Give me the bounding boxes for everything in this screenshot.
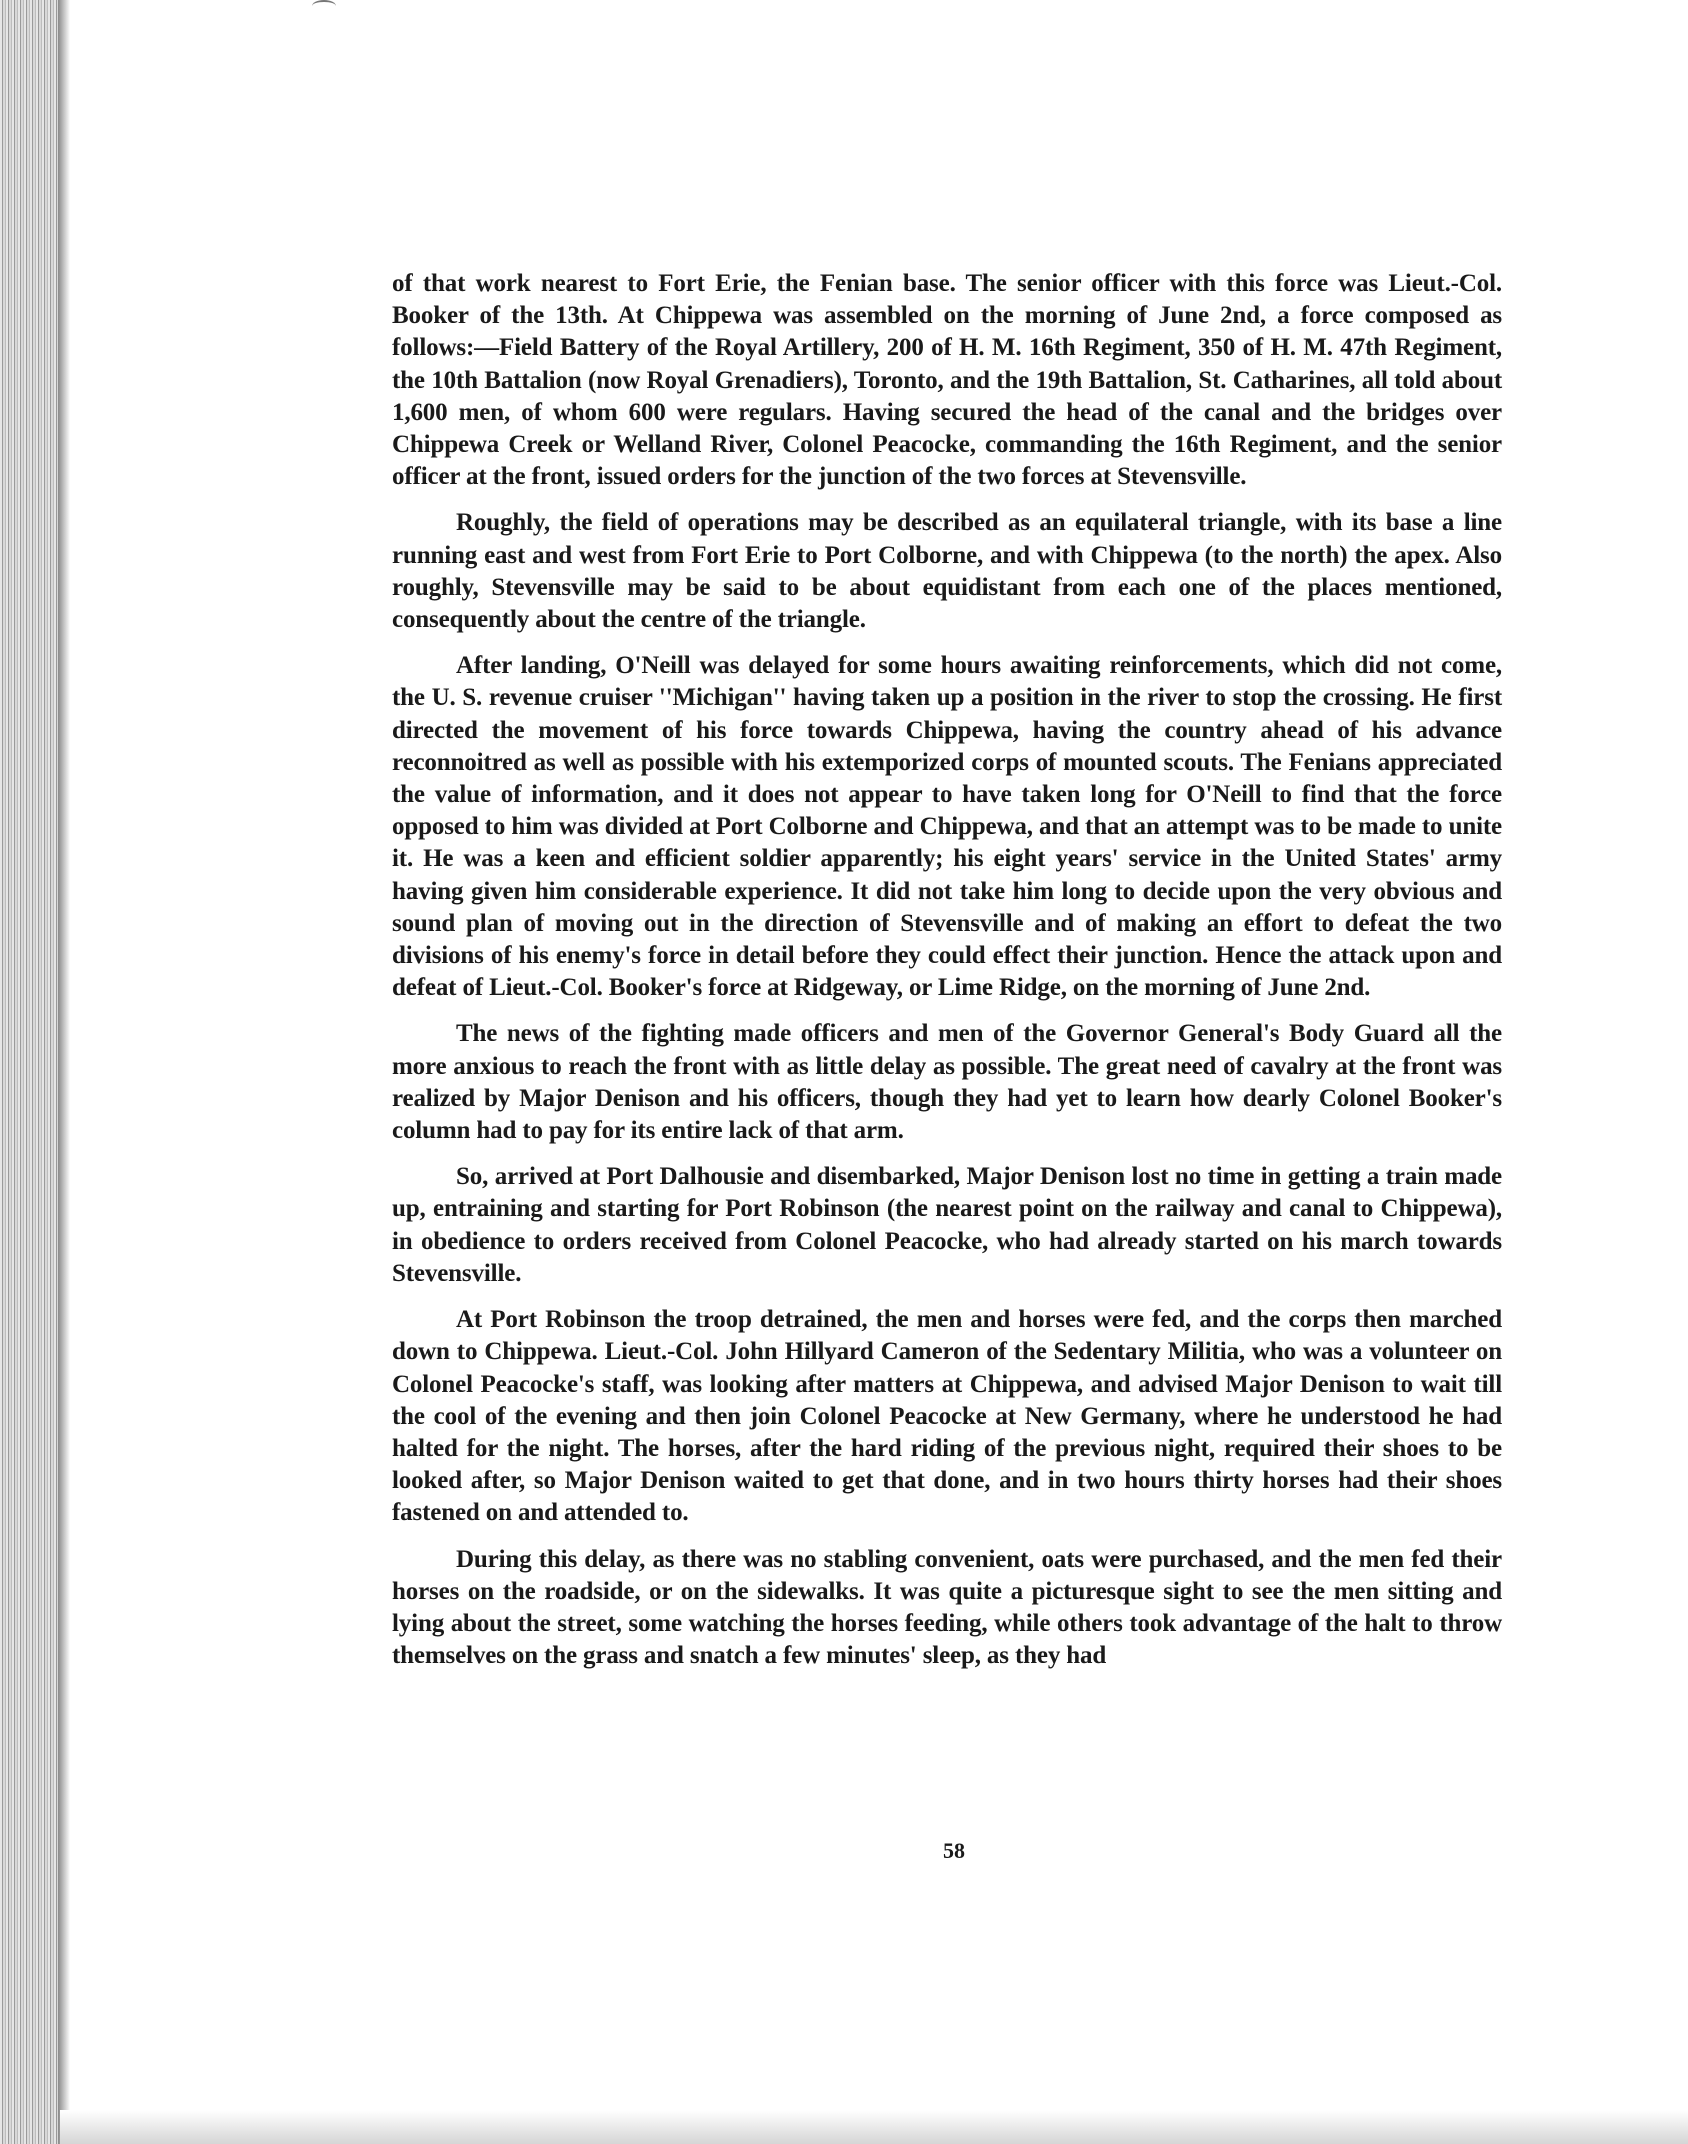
book-binding — [0, 0, 60, 2144]
paragraph-7: During this delay, as there was no stabling convenient, oats were purchased, and the men fed their horses on the roadside, or on the sidewalks. It was quite a picturesque sight to see the men sitting and lying about the street, some watching the horses feeding, while others took advantage of the halt to throw themselves on the grass and snatch a few minutes' sleep, as they had — [392, 1545, 1502, 1670]
page-number: 58 — [943, 1838, 965, 1863]
binding-shadow — [58, 0, 70, 2144]
paragraph-4: The news of the fighting made officers and men of the Governor General's Body Guard all the more anxious to reach the front with as little delay as possible. The great need of cavalry at the front was realized by Major Denison and his officers, though they had yet to learn how dearly Colonel Booker's column had to pay for its entire lack of that arm. — [392, 1020, 1502, 1145]
paragraph-1: of that work nearest to Fort Erie, the Fenian base. The senior officer with this force was Lieut.-Col. Booker of the 13th. At Chippewa was assembled on the morning of June 2nd, a force composed as follows:—Field Battery of the Royal Artillery, 200 of H. M. 16th Regiment, 350 of H. M. 47th Regiment, the 10th Battalion (now Royal Grenadiers), Toronto, and the 19th Battalion, St. Catharines, all told about 1,600 men, of whom 600 were regulars. Having secured the head of the canal and the bridges over Chippewa Creek or Welland River, Colonel Peacocke, commanding the 16th Regiment, and the senior officer at the front, issued orders for the junction of the two forces at Stevensville. — [392, 270, 1502, 491]
page-bottom-edge — [60, 2110, 1688, 2144]
stray-mark — [312, 0, 336, 12]
paragraph-5: So, arrived at Port Dalhousie and disembarked, Major Denison lost no time in getting a train made up, entraining and starting for Port Robinson (the nearest point on the railway and canal to Chippewa), in obedience to orders received from Colonel Peacocke, who had already started on his march towards Stevensville. — [392, 1163, 1502, 1287]
paragraph-6: At Port Robinson the troop detrained, the men and horses were fed, and the corps then marched down to Chippewa. Lieut.-Col. John Hillyard Cameron of the Sedentary Militia, who was a volunteer on Colonel Peacocke's staff, was looking after matters at Chippewa, and advised Major Denison to wait till the cool of the evening and then join Colonel Peacocke at New Germany, where he understood he had halted for the night. The horses, after the hard riding of the previous night, required their shoes to be looked after, so Major Denison waited to get that done, and in two hours thirty horses had their shoes fastened on and attended to. — [392, 1306, 1502, 1527]
paragraph-3: After landing, O'Neill was delayed for some hours awaiting reinforcements, which did not come, the U. S. revenue cruiser ''Michigan'' having taken up a position in the river to stop the crossing. He first directed the movement of his force towards Chippewa, having the country ahead of his advance reconnoitred as well as possible with his extemporized corps of mounted scouts. The Fenians appreciated the value of information, and it does not appear to have taken long for O'Neill to find that the force opposed to him was divided at Port Colborne and Chippewa, and that an attempt was to be made to unite it. He was a keen and efficient soldier apparently; his eight years' service in the United States' army having given him considerable experience. It did not take him long to decide upon the very obvious and sound plan of moving out in the direction of Stevensville and of making an effort to defeat the two divisions of his enemy's force in detail before they could effect their junction. Hence the attack upon and defeat of Lieut.-Col. Booker's force at Ridgeway, or Lime Ridge, on the morning of June 2nd. — [392, 652, 1502, 1002]
paragraph-2: Roughly, the field of operations may be described as an equilateral triangle, with its base a line running east and west from Fort Erie to Port Colborne, and with Chippewa (to the north) the apex. Also roughly, Stevensville may be said to be about equidistant from each one of the places mentioned, consequently about the centre of the triangle. — [392, 509, 1502, 634]
page-body — [392, 268, 1502, 1686]
